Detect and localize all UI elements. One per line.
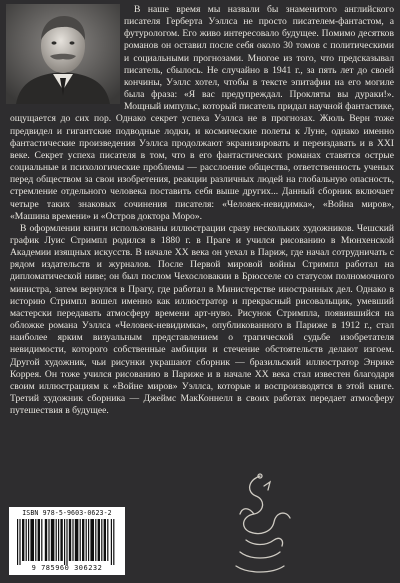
barcode-icon bbox=[13, 519, 121, 565]
barcode-panel bbox=[9, 507, 125, 575]
annotation-paragraph: В наше время мы назвали бы знаменитого английского писателя Герберта Уэллса не просто писателем-фантастом, а футурологом. Его живо интересовало будущее. Помимо десятков романов он оставил после себя около 30 томов с политическими и социальными прогнозами. Многое из того, что предсказывал писатель, сбылось. Не случайно в 1941 г., за пять лет до своей кончины, Уэллс хотел, чтобы в тексте эпитафии на его могиле была фраза: «Я вас предупреждал. Прокляты вы дураки!». Мощный импульс, который писатель придал научной фантастике, ощущается до сих пор. Однако секрет успеха Уэллса не в прогнозах. Жюль Верн тоже предвидел и гигантские подводные лодки, и космические полеты к Луне, однако именно фантастические произведения Уэллса продолжают экранизировать и переиздавать и в XXI веке. Секрет успеха писателя в том, что в его фантастических романах ставятся острые социальные и психологические проблемы — расслоение общества, ответственность ученых перед обществом за свои изобретения, реакции различных людей на глобальную опасность, стремление отдельного человека поставить себя выше других... Данный сборник включает четыре таких знаковых сочинения писателя: «Человек-невидимка», «Война миров», «Машина времени» и «Остров доктора Моро». bbox=[10, 4, 394, 222]
publisher-emblem bbox=[220, 470, 300, 578]
annotation-text bbox=[10, 4, 394, 417]
isbn-label: ISBN 978-5-9603-0623-2 bbox=[22, 509, 112, 517]
annotation-paragraph: В оформлении книги использованы иллюстрации сразу нескольких художников. Чешский график Луис Стримпл родился в 1880 г. в Праге и учился рисованию в Мюнхенской Академии изящных искусств. В начале XX века он уехал в Париж, где начал сотрудничать с рядом издательств и журналов. После Первой мировой войны Стримпл работал на дипломатической ниве; он был послом Чехословакии в Брюсселе со статусом полномочного министра, затем вернулся в Прагу, где работал в Министерстве иностранных дел. Однако в историю Стримпл вошел именно как иллюстратор и прекрасный рисовальщик, умевший мастерски передавать атмосферу времени арт-нуво. Рисунок Стримпла, появившийся на обложке романа Уэллса «Человек-невидимка», опубликованного в Париже в 1912 г., стал наиболее ярким визуальным представлением о трагической судьбе изобретателя невидимости, которого собственные амбиции и стечение обстоятельств делают изгоем. Другой художник, чьи рисунки украшают сборник — бразильский иллюстратор Энрике Коррея. Он тоже учился рисованию в Париже и в начале XX века стал известен благодаря своим иллюстрациям к «Войне миров» Уэллса, которые и воспроизводятся в этой книге. Третий художник сборника — Джеймс МакКоннелл в своих работах передает атмосферу путешествия в будущее. bbox=[10, 222, 394, 417]
barcode-digits: 9 785960 306232 bbox=[31, 564, 103, 572]
